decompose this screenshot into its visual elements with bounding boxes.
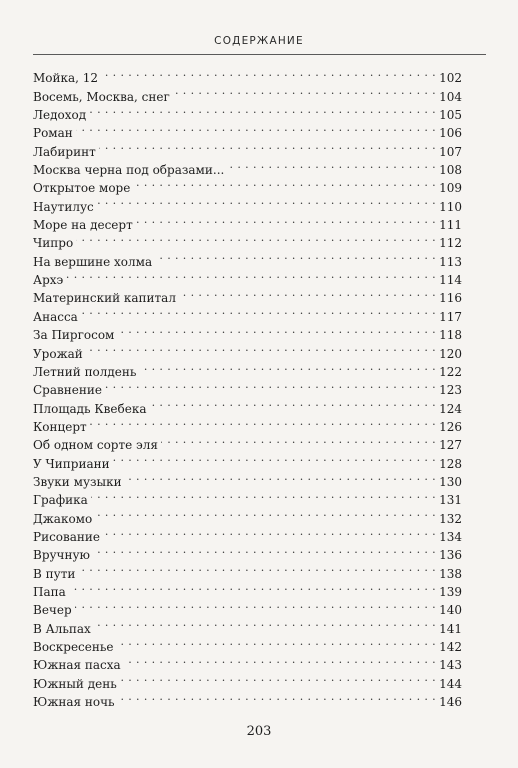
- toc-entry-title: Море на десерт: [33, 218, 133, 233]
- dot-leader: [81, 302, 436, 320]
- toc-entry-page: 131: [439, 493, 462, 508]
- toc-entry: [33, 486, 462, 508]
- toc-entry: [33, 101, 462, 123]
- toc-entry: [33, 541, 462, 563]
- toc-entry-page: 142: [439, 640, 462, 654]
- toc-entry-page: 144: [439, 676, 462, 691]
- toc-entry-title: Вечер: [33, 603, 72, 618]
- toc-entry-title: Мойка, 12: [33, 71, 99, 86]
- page-number: 203: [246, 724, 272, 739]
- dot-leader: [105, 376, 436, 394]
- running-head: СОДЕРЖАНИЕ: [214, 35, 304, 47]
- dot-leader: [78, 559, 436, 577]
- toc-entry-page: 110: [439, 199, 462, 214]
- dot-leader: [120, 669, 436, 687]
- dot-leader: [173, 82, 436, 100]
- toc-entry-page: 127: [439, 438, 462, 453]
- toc-entry-page: 111: [439, 218, 462, 233]
- dot-leader: [155, 247, 436, 265]
- dot-leader: [227, 156, 436, 174]
- toc-entry-title: Джакомо: [33, 511, 93, 526]
- dot-leader: [139, 358, 436, 376]
- dot-leader: [76, 119, 436, 137]
- toc-entry-page: 134: [439, 529, 462, 544]
- toc-entry: [33, 247, 462, 269]
- toc-entry-title: Материнский капитал: [33, 291, 176, 306]
- dot-leader: [118, 688, 437, 706]
- dot-leader: [133, 174, 436, 192]
- toc-entry: [33, 523, 462, 544]
- toc-entry-title: Летний полдень: [33, 364, 137, 379]
- dot-leader: [90, 413, 436, 431]
- dot-leader: [93, 541, 436, 559]
- toc-entry: [33, 578, 462, 599]
- toc-entry-page: 128: [439, 456, 462, 471]
- toc-entry-title: Чипро: [33, 236, 74, 251]
- toc-entry-page: 105: [439, 108, 462, 123]
- toc-entry-page: 139: [439, 584, 462, 599]
- toc-entry-title: Вручную: [33, 548, 90, 563]
- toc-entry-page: 126: [439, 419, 462, 434]
- toc-entry-page: 143: [439, 658, 462, 673]
- toc-entry: [33, 211, 462, 233]
- dot-leader: [66, 266, 436, 284]
- toc-entry-title: Лабиринт: [33, 144, 96, 159]
- toc-entry-page: 106: [439, 126, 462, 141]
- toc-entry-title: В пути: [33, 566, 76, 581]
- dot-leader: [76, 229, 436, 247]
- toc-entry: [33, 302, 462, 324]
- toc-entry: [33, 266, 462, 288]
- toc-entry: [33, 596, 462, 618]
- toc-entry-page: 138: [439, 566, 462, 581]
- toc-entry: [33, 614, 462, 636]
- dot-leader: [179, 284, 436, 302]
- toc-entry: [33, 339, 462, 361]
- dot-leader: [75, 596, 436, 614]
- toc-entry-page: 112: [439, 236, 462, 251]
- toc-entry-title: Восемь, Москва, снег: [33, 89, 170, 104]
- toc-entry-page: 116: [439, 291, 462, 306]
- toc-entry: [33, 431, 462, 453]
- toc-entry-title: Ледоход: [33, 108, 87, 123]
- toc-entry-title: Архэ: [33, 273, 64, 288]
- toc-entry: [33, 413, 462, 434]
- toc-entry-page: 109: [439, 181, 462, 196]
- dot-leader: [99, 137, 436, 155]
- toc-entry: [33, 119, 462, 141]
- dot-leader: [117, 321, 436, 339]
- toc-entry-title: Графика: [33, 493, 88, 508]
- toc-entry-page: 132: [439, 511, 462, 526]
- toc-entry-page: 124: [439, 401, 462, 416]
- toc-entry-title: В Альпах: [33, 621, 91, 636]
- toc-entry-title: Концерт: [33, 419, 87, 434]
- table-of-contents: [33, 64, 462, 710]
- dot-leader: [149, 394, 436, 412]
- dot-leader: [89, 101, 436, 119]
- toc-entry-title: Сравнение: [33, 383, 102, 398]
- toc-entry: [33, 64, 462, 86]
- dot-leader: [69, 578, 436, 596]
- toc-entry: [33, 137, 462, 159]
- toc-entry: [33, 229, 462, 251]
- toc-entry-page: 123: [439, 383, 462, 398]
- toc-entry-page: 104: [439, 89, 462, 104]
- dot-leader: [94, 614, 436, 632]
- toc-entry: [33, 358, 462, 379]
- toc-entry-title: Об одном сорте эля: [33, 438, 158, 453]
- toc-entry-title: Площадь Квебека: [33, 401, 147, 416]
- toc-entry: [33, 559, 462, 581]
- toc-entry-page: 140: [439, 603, 462, 618]
- toc-entry: [33, 321, 462, 343]
- toc-entry-page: 122: [439, 364, 462, 379]
- dot-leader: [124, 651, 436, 669]
- toc-entry-title: Анасса: [33, 309, 78, 324]
- toc-entry-title: Открытое море: [33, 181, 131, 196]
- header-rule: [33, 54, 486, 55]
- dot-leader: [117, 633, 437, 651]
- toc-entry-page: 107: [439, 144, 462, 159]
- toc-entry: [33, 284, 462, 306]
- dot-leader: [103, 523, 436, 541]
- toc-entry-title: У Чиприани: [33, 456, 110, 471]
- dot-leader: [95, 504, 436, 522]
- toc-entry-page: 102: [439, 71, 462, 86]
- toc-entry-page: 117: [439, 309, 462, 324]
- toc-entry-title: Южная ночь: [33, 695, 115, 710]
- toc-entry: [33, 192, 462, 214]
- dot-leader: [101, 64, 436, 82]
- toc-entry-title: Южная пасха: [33, 658, 121, 673]
- dot-leader: [161, 431, 436, 449]
- toc-entry-page: 130: [439, 474, 462, 489]
- toc-entry: [33, 633, 462, 654]
- toc-entry-page: 108: [439, 163, 462, 178]
- dot-leader: [113, 449, 437, 467]
- dot-leader: [136, 211, 436, 229]
- dot-leader: [125, 468, 437, 486]
- toc-entry-title: Рисование: [33, 529, 101, 544]
- toc-entry: [33, 156, 462, 178]
- toc-entry-title: Воскресенье: [33, 640, 114, 654]
- toc-entry-title: Роман: [33, 126, 73, 141]
- toc-entry-title: Южный день: [33, 676, 117, 691]
- toc-entry-page: 120: [439, 346, 462, 361]
- toc-entry-page: 146: [439, 695, 462, 710]
- dot-leader: [86, 339, 436, 357]
- toc-entry-page: 141: [439, 621, 462, 636]
- toc-entry-page: 118: [439, 328, 462, 343]
- toc-entry-page: 114: [439, 273, 462, 288]
- toc-entry-page: 113: [439, 254, 462, 269]
- toc-entry-title: Наутилус: [33, 199, 94, 214]
- toc-entry-title: Москва черна под образами...: [33, 163, 225, 178]
- toc-entry-title: На вершине холма: [33, 254, 153, 269]
- toc-entry-title: За Пиргосом: [33, 328, 115, 343]
- toc-entry-title: Звуки музыки: [33, 474, 122, 489]
- dot-leader: [97, 192, 436, 210]
- toc-entry-page: 136: [439, 548, 462, 563]
- toc-entry: [33, 504, 462, 526]
- toc-entry-title: Папа: [33, 584, 66, 599]
- toc-entry-title: Урожай: [33, 346, 83, 361]
- dot-leader: [91, 486, 436, 504]
